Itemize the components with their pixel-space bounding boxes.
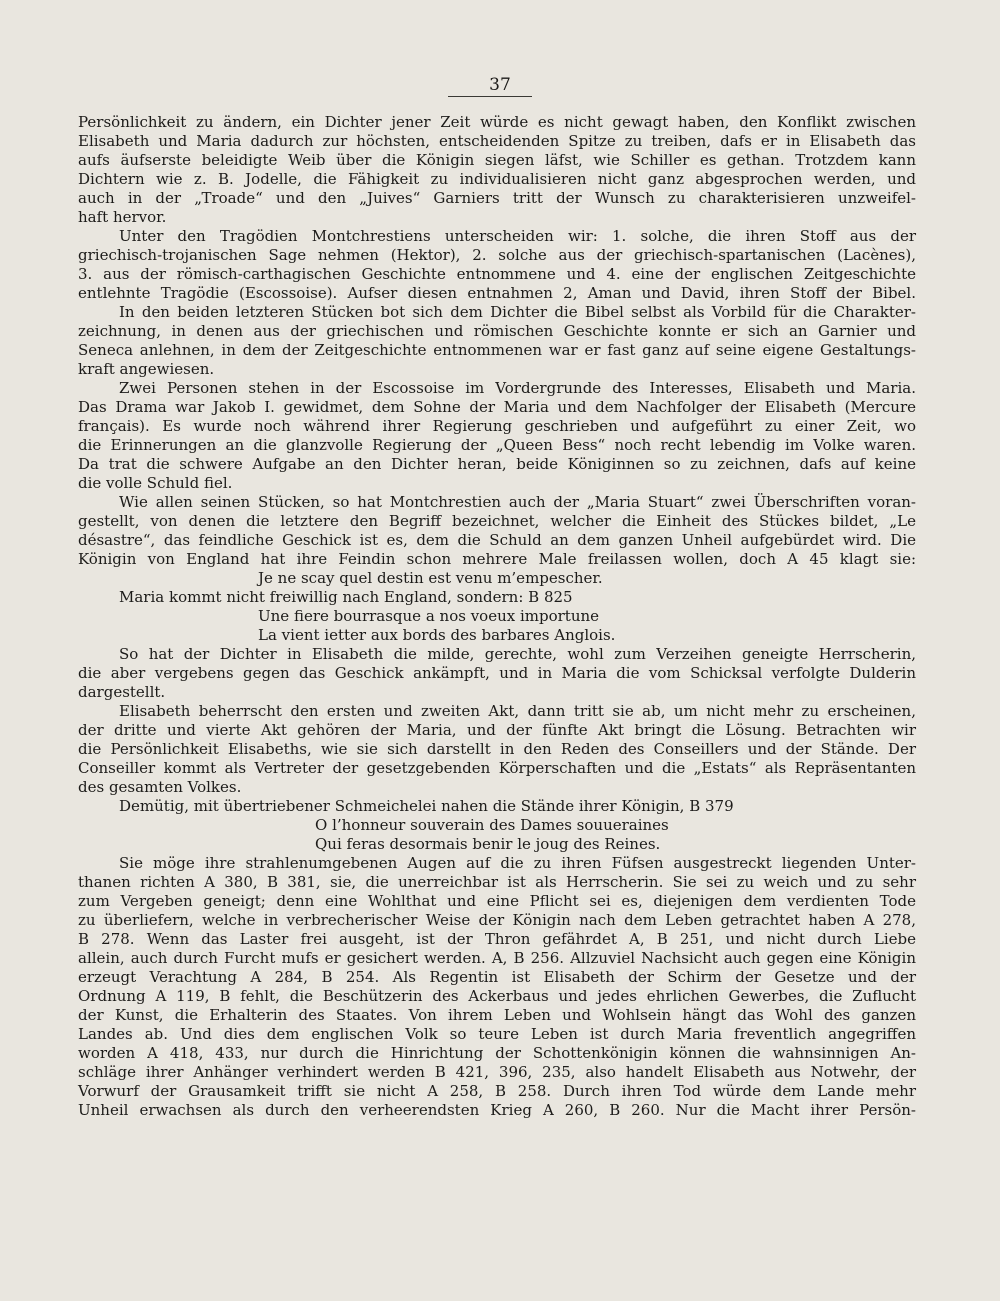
french-quote-line: Je ne scay quel destin est venu m’empescher. — [258, 569, 603, 587]
text-line: thanen richten A 380, B 381, sie, die unerreichbar ist als Herrscherin. Sie sei zu weich und zu sehr — [78, 873, 916, 891]
paragraph-start-line: Unter den Tragödien Montchrestiens unterscheiden wir: 1. solche, die ihren Stoff aus der — [119, 227, 916, 245]
text-line: die Persönlichkeit Elisabeths, wie sie sich darstellt in den Reden des Conseillers und der Stände. Der — [78, 740, 916, 758]
body-text — [78, 113, 916, 1120]
text-line: Das Drama war Jakob I. gewidmet, dem Sohne der Maria und dem Nachfolger der Elisabeth (Mercure — [78, 398, 916, 416]
text-line: Ordnung A 119, B fehlt, die Beschützerin des Ackerbaus und jedes ehrlichen Gewerbes, die Zuflucht — [78, 987, 916, 1005]
paragraph-start-line: Sie möge ihre strahlenumgebenen Augen auf die zu ihren Füfsen ausgestreckt liegenden Unter- — [119, 854, 916, 872]
text-line: griechisch-trojanischen Sage nehmen (Hektor), 2. solche aus der griechisch-spartanischen (Lacènes), — [78, 246, 916, 264]
text-line: Conseiller kommt als Vertreter der gesetzgebenden Körperschaften und die „Estats“ als Repräsentanten — [78, 759, 916, 777]
text-line: 3. aus der römisch-carthagischen Geschichte entnommene und 4. eine der englischen Zeitgeschichte — [78, 265, 916, 283]
paragraph-start-line: Maria kommt nicht freiwillig nach England, sondern: B 825 — [119, 588, 573, 606]
page-number: 37 — [489, 75, 511, 95]
paragraph-start-line: Demütig, mit übertriebener Schmeichelei nahen die Stände ihrer Königin, B 379 — [119, 797, 734, 815]
text-line: zum Vergeben geneigt; denn eine Wohlthat und eine Pflicht sei es, diejenigen dem verdienten Tode — [78, 892, 916, 910]
text-line: zu überliefern, welche in verbrecherischer Weise der Königin nach dem Leben getrachtet haben A 278, — [78, 911, 916, 929]
french-quote-line: Une fiere bourrasque a nos voeux importune — [258, 607, 600, 625]
text-line: die Erinnerungen an die glanzvolle Regierung der „Queen Bess“ noch recht lebendig im Volke waren. — [78, 436, 916, 454]
text-line: die volle Schuld fiel. — [78, 474, 233, 492]
text-line: haft hervor. — [78, 208, 167, 226]
page-number-rule — [448, 96, 532, 97]
text-line: kraft angewiesen. — [78, 360, 215, 378]
text-line: entlehnte Tragödie (Escossoise). Aufser diesen entnahmen 2, Aman und David, ihren Stoff der Bibel. — [78, 284, 916, 302]
paragraph-start-line: So hat der Dichter in Elisabeth die milde, gerechte, wohl zum Verzeihen geneigte Herrscherin, — [119, 645, 916, 663]
text-line: dargestellt. — [78, 683, 166, 701]
text-line: Elisabeth und Maria dadurch zur höchsten, entscheidenden Spitze zu treiben, dafs er in Elisabeth das — [78, 132, 916, 150]
text-line: der dritte und vierte Akt gehören der Maria, und der fünfte Akt bringt die Lösung. Betrachten wir — [78, 721, 916, 739]
paragraph-start-line: Wie allen seinen Stücken, so hat Montchrestien auch der „Maria Stuart“ zwei Überschriften voran- — [119, 493, 916, 511]
text-line: auch in der „Troade“ und den „Juives“ Garniers tritt der Wunsch zu charakterisieren unzweifel- — [78, 189, 916, 207]
text-line: Seneca anlehnen, in dem der Zeitgeschichte entnommenen war er fast ganz auf seine eigene Gestaltungs- — [78, 341, 916, 359]
paragraph-start-line: Zwei Personen stehen in der Escossoise im Vordergrunde des Interesses, Elisabeth und Maria. — [119, 379, 916, 397]
text-line: die aber vergebens gegen das Geschick ankämpft, und in Maria die vom Schicksal verfolgte Dulderin — [78, 664, 916, 682]
french-quote-line: O l’honneur souverain des Dames souueraines — [315, 816, 669, 834]
paragraph-start-line: In den beiden letzteren Stücken bot sich dem Dichter die Bibel selbst als Vorbild für die Charakter- — [119, 303, 916, 321]
text-line: der Kunst, die Erhalterin des Staates. Von ihrem Leben und Wohlsein hängt das Wohl des ganzen — [78, 1006, 916, 1024]
text-line: gestellt, von denen die letztere den Begriff bezeichnet, welcher die Einheit des Stückes bildet, „Le — [78, 512, 916, 530]
text-line: Königin von England hat ihre Feindin schon mehrere Male freilassen wollen, doch A 45 klagt sie: — [78, 550, 916, 568]
paragraph-start-line: Elisabeth beherrscht den ersten und zweiten Akt, dann tritt sie ab, um nicht mehr zu erscheinen, — [119, 702, 916, 720]
text-line: allein, auch durch Furcht mufs er gesichert werden. A, B 256. Allzuviel Nachsicht auch gegen eine Königin — [78, 949, 916, 967]
text-line: aufs äufserste beleidigte Weib über die Königin siegen läfst, wie Schiller es gethan. Trotzdem kann — [78, 151, 916, 169]
french-quote-line: Qui feras desormais benir le joug des Reines. — [315, 835, 661, 853]
text-line: worden A 418, 433, nur durch die Hinrichtung der Schottenkönigin können die wahnsinnigen An- — [78, 1044, 916, 1062]
text-line: des gesamten Volkes. — [78, 778, 242, 796]
text-line: erzeugt Verachtung A 284, B 254. Als Regentin ist Elisabeth der Schirm der Gesetze und der — [78, 968, 916, 986]
text-line: B 278. Wenn das Laster frei ausgeht, ist der Thron gefährdet A, B 251, und nicht durch Liebe — [78, 930, 916, 948]
text-line: français). Es wurde noch während ihrer Regierung geschrieben und aufgeführt zu einer Zeit, wo — [78, 417, 916, 435]
text-line: Landes ab. Und dies dem englischen Volk so teure Leben ist durch Maria freventlich angegriffen — [78, 1025, 916, 1043]
text-line: zeichnung, in denen aus der griechischen und römischen Geschichte konnte er sich an Garnier und — [78, 322, 916, 340]
text-line: schläge ihrer Anhänger verhindert werden B 421, 396, 235, also handelt Elisabeth aus Notwehr, der — [78, 1063, 916, 1081]
text-line: Persönlichkeit zu ändern, ein Dichter jener Zeit würde es nicht gewagt haben, den Konflikt zwischen — [78, 113, 916, 131]
text-line: Unheil erwachsen als durch den verheerendsten Krieg A 260, B 260. Nur die Macht ihrer Persön- — [78, 1101, 916, 1119]
text-line: désastre“, das feindliche Geschick ist es, dem die Schuld an dem ganzen Unheil aufgebürdet wird. Die — [78, 531, 916, 549]
french-quote-line: La vient ietter aux bords des barbares Anglois. — [258, 626, 616, 644]
text-line: Dichtern wie z. B. Jodelle, die Fähigkeit zu individualisieren nicht ganz abgesprochen werden, und — [78, 170, 916, 188]
text-line: Vorwurf der Grausamkeit trifft sie nicht A 258, B 258. Durch ihren Tod würde dem Lande mehr — [78, 1082, 916, 1100]
text-line: Da trat die schwere Aufgabe an den Dichter heran, beide Königinnen so zu zeichnen, dafs auf keine — [78, 455, 916, 473]
